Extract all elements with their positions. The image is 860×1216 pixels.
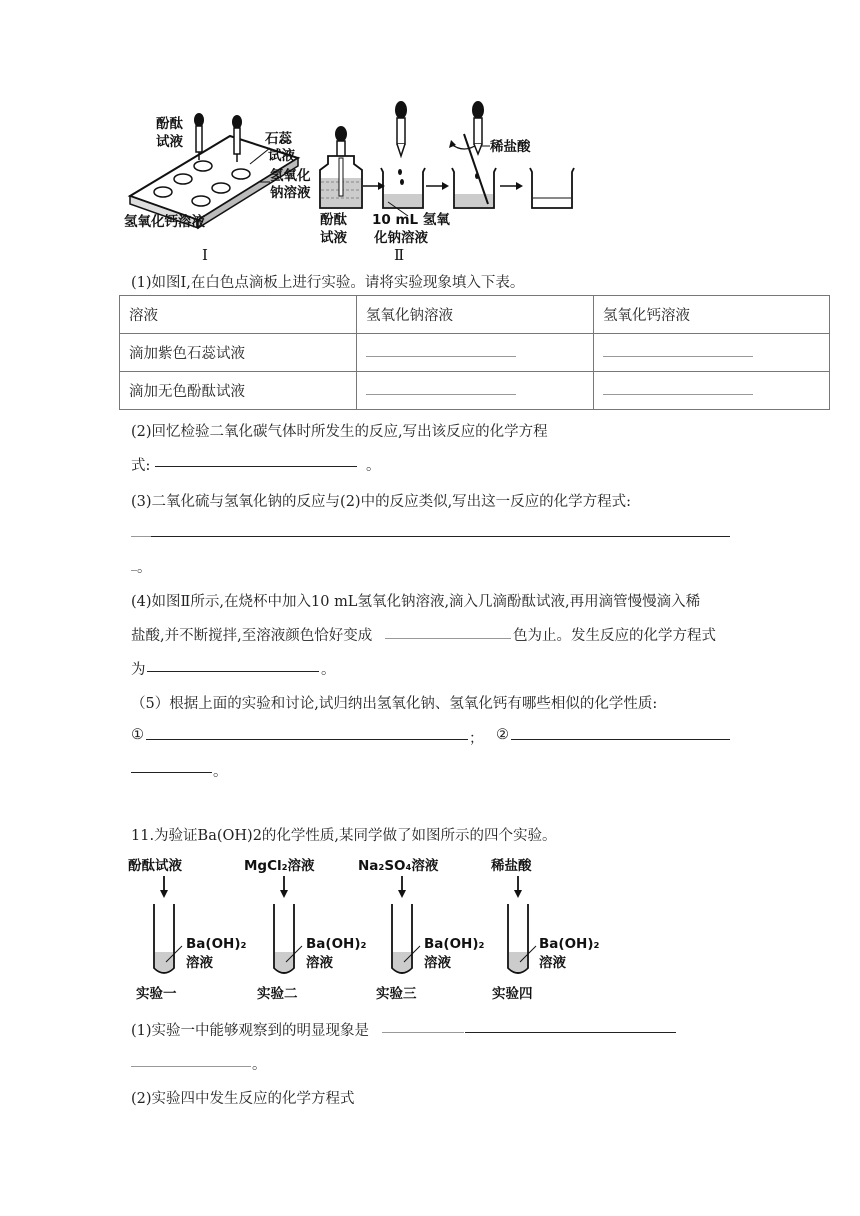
- table-cell: 滴加紫色石蕊试液: [120, 334, 357, 372]
- observation-table: [119, 295, 830, 410]
- table-cell: 滴加无色酚酞试液: [120, 372, 357, 410]
- label-phenol2-1: 酚酞: [320, 212, 347, 228]
- label-naoh-2: 钠溶液: [270, 185, 311, 201]
- q5-text: （5）根据上面的实验和讨论,试归纳出氢氧化钠、氢氧化钙有哪些相似的化学性质:: [131, 696, 658, 712]
- table-header-row: [120, 296, 830, 334]
- q4-equation-line[interactable]: [147, 671, 319, 672]
- q5-marker-1: ①: [131, 727, 144, 743]
- table-row: [120, 372, 830, 410]
- tube-label: 溶液: [424, 955, 451, 971]
- q2-answer-line[interactable]: [155, 466, 357, 467]
- reagent-bottle: [320, 126, 362, 208]
- reagent-label: MgCl₂溶液: [244, 858, 315, 874]
- q11-sub1-blank-a[interactable]: [382, 1032, 464, 1033]
- q1-text: (1)如图Ⅰ,在白色点滴板上进行实验。请将实验现象填入下表。: [131, 275, 525, 291]
- q3-answer-line[interactable]: [151, 536, 730, 537]
- label-hcl: 稀盐酸: [490, 139, 531, 155]
- roman-1: Ⅰ: [202, 246, 208, 264]
- tube-label: Ba(OH)₂: [306, 936, 367, 952]
- q4-line1: (4)如图Ⅱ所示,在烧杯中加入10 mL氢氧化钠溶液,滴入几滴酚酞试液,再用滴管慢慢滴入稀: [131, 594, 701, 610]
- figure-q11: [126, 852, 626, 1002]
- q3-answer-line-start[interactable]: [131, 536, 151, 537]
- roman-2: Ⅱ: [394, 246, 405, 264]
- q11-sub2: (2)实验四中发生反应的化学方程式: [131, 1091, 355, 1107]
- table-header-cell: 氢氧化钙溶液: [594, 296, 830, 334]
- q2-line1: (2)回忆检验二氧化碳气体时所发生的反应,写出该反应的化学方程: [131, 424, 548, 440]
- q5-answer-line-1[interactable]: [146, 739, 468, 740]
- label-phenol2-2: 试液: [320, 230, 347, 246]
- q4-line2-suffix: 色为止。发生反应的化学方程式: [513, 628, 716, 644]
- q11-sub1-blank-c[interactable]: [131, 1066, 251, 1067]
- beaker-stir: [449, 101, 496, 208]
- reagent-label: Na₂SO₄溶液: [358, 858, 439, 874]
- q5-answer-line-3[interactable]: [131, 772, 212, 773]
- table-row: [120, 334, 830, 372]
- figure-1-2: [118, 98, 578, 268]
- q5-answer-line-2[interactable]: [511, 739, 730, 740]
- q11-sub1-end: 。: [252, 1057, 267, 1073]
- label-litmus-1: 石蕊: [265, 131, 292, 147]
- label-naoh-1: 氢氧化: [270, 168, 311, 184]
- q2-suffix: 。: [366, 458, 381, 474]
- q5-sep: ；: [469, 731, 484, 747]
- test-tube: [508, 876, 536, 973]
- q2-prefix: 式:: [131, 458, 151, 474]
- q4-color-blank[interactable]: [385, 638, 511, 639]
- q3-tail: 。: [137, 560, 152, 576]
- q4-line3-suffix: 。: [321, 662, 336, 678]
- answer-cell[interactable]: [357, 372, 594, 410]
- table-header-cell: 氢氧化钠溶液: [357, 296, 594, 334]
- label-phenol-1: 酚酞: [156, 116, 183, 132]
- beaker-final: [530, 168, 574, 208]
- label-phenol-2: 试液: [156, 134, 183, 150]
- tube-label: 溶液: [539, 955, 566, 971]
- label-caoh: 氢氧化钙溶液: [124, 214, 205, 230]
- experiment-label: 实验三: [376, 986, 417, 1002]
- answer-cell[interactable]: [357, 334, 594, 372]
- experiment-label: 实验四: [492, 986, 533, 1002]
- beaker-naoh: [381, 101, 425, 208]
- q3-text: (3)二氧化硫与氢氧化钠的反应与(2)中的反应类似,写出这一反应的化学方程式:: [131, 494, 632, 510]
- label-naoh10-1: 10 mL 氢氧: [372, 212, 450, 228]
- answer-cell[interactable]: [594, 372, 830, 410]
- tube-label: 溶液: [186, 955, 213, 971]
- q4-line2-prefix: 盐酸,并不断搅拌,至溶液颜色恰好变成: [131, 628, 373, 644]
- tube-label: Ba(OH)₂: [539, 936, 600, 952]
- q5-marker-2: ②: [496, 727, 509, 743]
- experiment-label: 实验二: [257, 986, 298, 1002]
- tube-label: 溶液: [306, 955, 333, 971]
- tube-label: Ba(OH)₂: [186, 936, 247, 952]
- test-tube: [392, 876, 420, 973]
- test-tube: [274, 876, 302, 973]
- q5-end: 。: [213, 764, 228, 780]
- test-tube: [154, 876, 182, 973]
- q11-sub1-blank-b[interactable]: [465, 1032, 676, 1033]
- tube-label: Ba(OH)₂: [424, 936, 485, 952]
- q11-text: 11.为验证Ba(OH)2的化学性质,某同学做了如图所示的四个实验。: [131, 828, 557, 844]
- table-header-cell: 溶液: [120, 296, 357, 334]
- reagent-label: 稀盐酸: [491, 858, 532, 874]
- label-litmus-2: 试液: [268, 148, 295, 164]
- label-naoh10-2: 化钠溶液: [374, 230, 428, 246]
- reagent-label: 酚酞试液: [128, 858, 182, 874]
- answer-cell[interactable]: [594, 334, 830, 372]
- experiment-label: 实验一: [136, 986, 177, 1002]
- q4-line3-prefix: 为: [131, 662, 146, 678]
- q11-sub1: (1)实验一中能够观察到的明显现象是: [131, 1023, 370, 1039]
